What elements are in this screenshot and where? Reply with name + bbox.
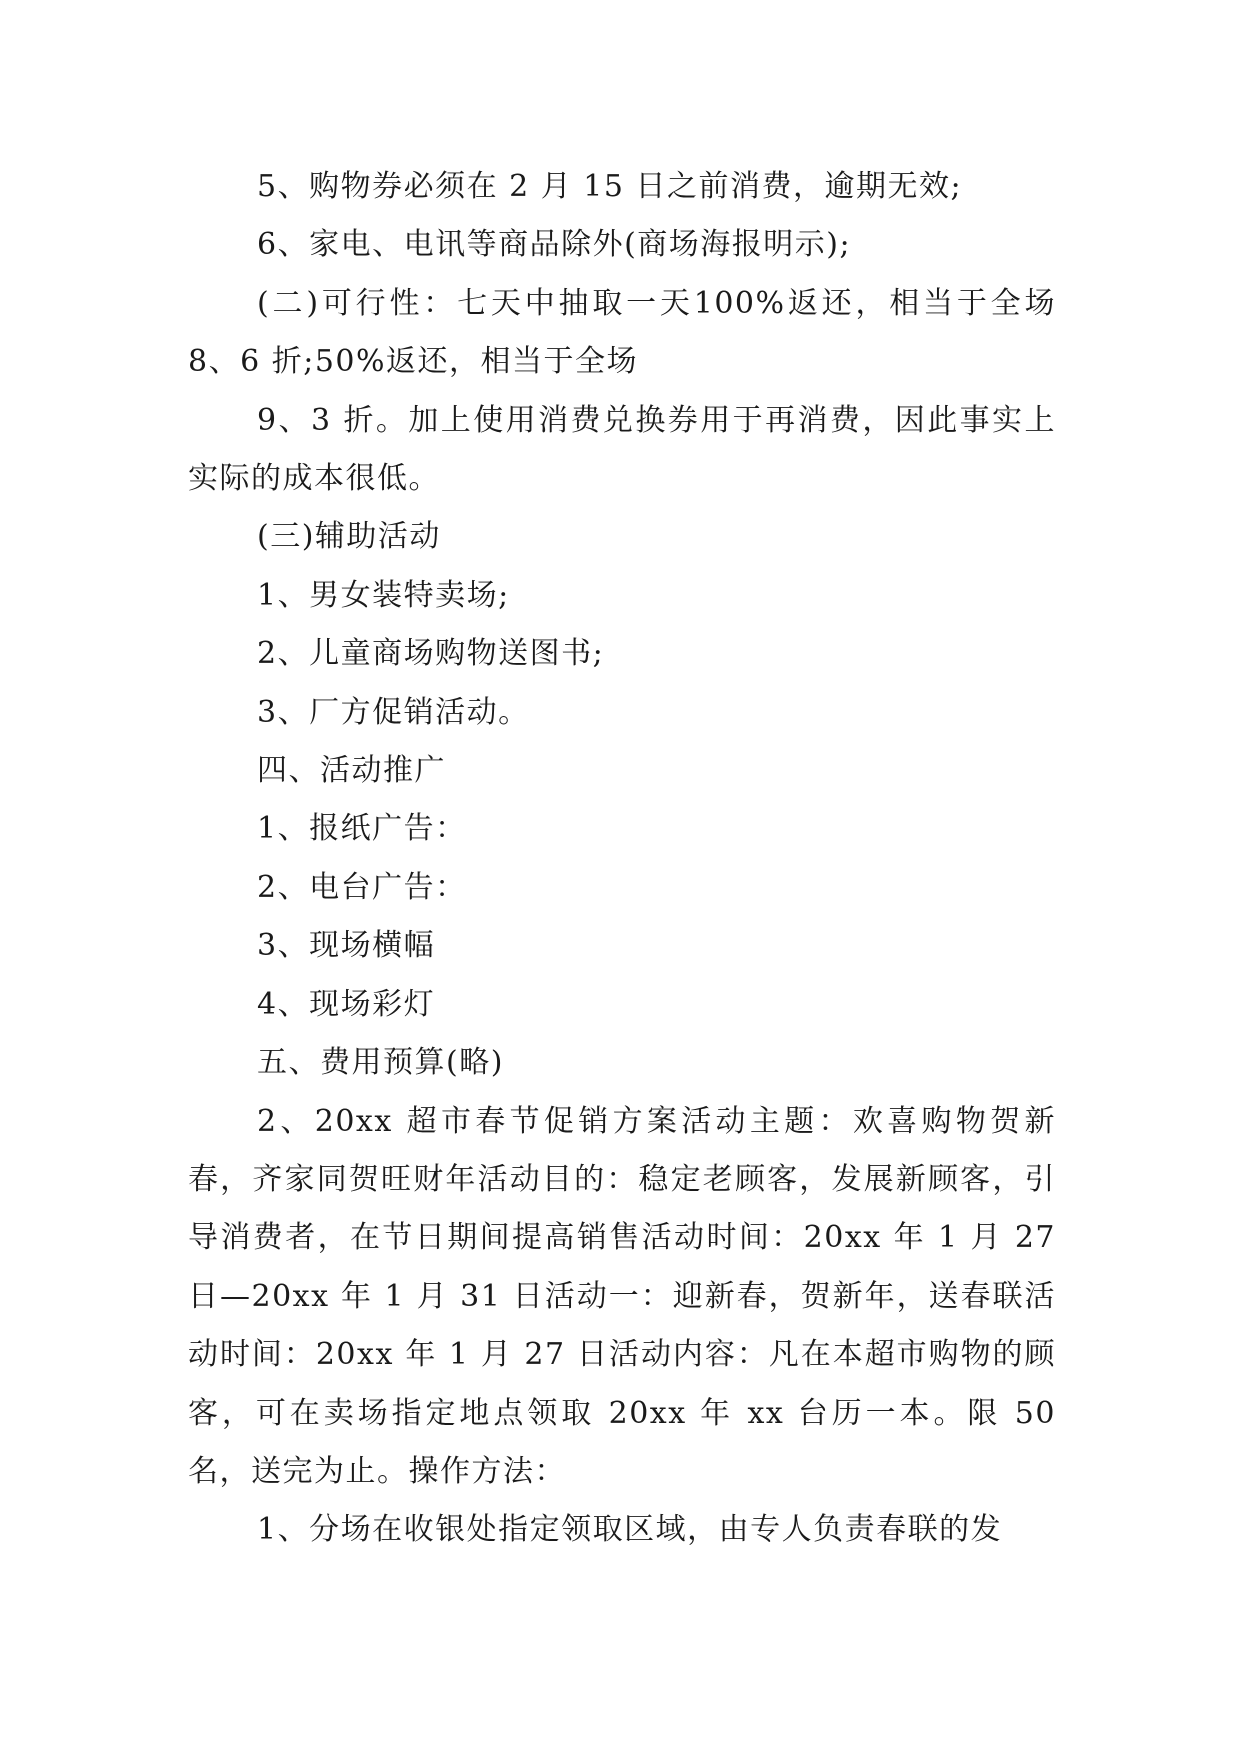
list-item-radio-ads: 2、电台广告：	[257, 869, 467, 905]
paragraph-spring-festival-plan: 2、20xx 超市春节促销方案活动主题：欢喜购物贺新春，齐家同贺旺财年活动目的：稳定老顾客，发展新顾客，引导消费者，在节日期间提高销售活动时间：20xx 年 1 月 27 日—20xx 年 1 月 31 日活动一：迎新春，贺新年，送春联活动时间：20xx 年 1 月 27 日活动内容：凡在本超市购物的顾客，可在卖场指定地点领取 20xx 年 xx 台历一本。限 50 名，送完为止。操作方法：	[188, 1103, 1056, 1489]
paragraph-feasibility: (二)可行性：七天中抽取一天100%返还，相当于全场8、6 折;50%返还，相当于全场	[188, 285, 1056, 380]
paragraph-excluded-goods: 6、家电、电讯等商品除外(商场海报明示);	[257, 227, 852, 263]
paragraph-operation-step-1: 1、分场在收银处指定领取区域，由专人负责春联的发	[257, 1512, 1003, 1548]
heading-promotion: 四、活动推广	[257, 753, 446, 789]
list-item-onsite-banners: 3、现场横幅	[257, 928, 436, 964]
paragraph-coupon-deadline: 5、购物券必须在 2 月 15 日之前消费，逾期无效;	[257, 169, 963, 204]
list-item-onsite-lights: 4、现场彩灯	[257, 986, 436, 1022]
document-body	[188, 158, 1056, 1560]
list-item-clothing-sale: 1、男女装特卖场;	[257, 577, 510, 613]
heading-auxiliary-activities: (三)辅助活动	[257, 519, 441, 555]
heading-budget: 五、费用预算(略)	[257, 1045, 504, 1081]
list-item-children-books: 2、儿童商场购物送图书;	[257, 636, 605, 672]
list-item-newspaper-ads: 1、报纸广告：	[257, 811, 467, 847]
list-item-vendor-promotion: 3、厂方促销活动。	[257, 694, 530, 730]
paragraph-actual-cost: 9、3 折。加上使用消费兑换券用于再消费，因此事实上实际的成本很低。	[188, 402, 1056, 497]
